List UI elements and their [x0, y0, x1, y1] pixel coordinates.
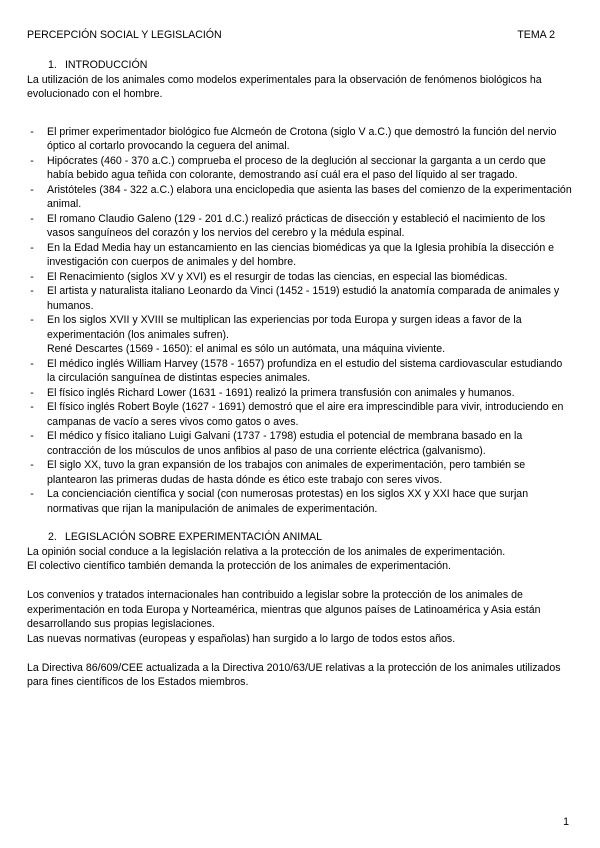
- dash-bullet: -: [30, 357, 34, 370]
- page-number: 1: [563, 816, 569, 828]
- dash-bullet: -: [30, 125, 34, 138]
- section-2-paragraph: La Directiva 86/609/CEE actualizada a la Directiva 2010/63/UE relativas a la protección de los animales utilizados para fines científicos de los Estados miembros.: [27, 661, 561, 688]
- dash-bullet: -: [30, 401, 34, 413]
- paragraph-gap: [27, 646, 572, 661]
- list-item: [27, 154, 572, 183]
- section-2-number: 2.: [48, 531, 57, 543]
- section-2-heading: [27, 530, 572, 545]
- dash-bullet: -: [30, 154, 34, 167]
- list-item-text: El médico inglés William Harvey (1578 - 1657) profundiza en el estudio del sistema cardiovascular estudiando la circulación sanguínea de distintas especies animales.: [47, 357, 563, 384]
- dash-bullet: -: [30, 183, 34, 196]
- list-item-text: El romano Claudio Galeno (129 - 201 d.C.) realizó prácticas de disección y estableció el nacimiento de los vasos sanguíneos del corazón y los nervios del cerebro y la médula espinal.: [47, 212, 546, 239]
- list-item: [27, 357, 572, 386]
- list-item: [27, 458, 572, 487]
- page-header: [27, 28, 555, 43]
- list-item-text: El artista y naturalista italiano Leonardo da Vinci (1452 - 1519) estudió la anatomía comparada de animales y humanos.: [47, 285, 560, 312]
- list-item-text: Hipócrates (460 - 370 a.C.) comprueba el proceso de la deglución al seccionar la garganta a un cerdo que había bebido agua teñida con colorante, demostrando así cuál era el paso del líquido al ser tragado.: [47, 154, 546, 181]
- history-list: [27, 125, 572, 517]
- section-2-paragraph: Las nuevas normativas (europeas y españolas) han surgido a lo largo de todos estos años.: [27, 632, 456, 645]
- section-1-heading: [27, 58, 572, 73]
- section-1-number: 1.: [48, 59, 57, 71]
- section-2-title: LEGISLACIÓN SOBRE EXPERIMENTACIÓN ANIMAL: [64, 531, 323, 543]
- list-item: [27, 183, 572, 212]
- paragraph-gap: [27, 574, 572, 589]
- dash-bullet: -: [30, 285, 34, 297]
- list-item-text: El primer experimentador biológico fue Alcmeón de Crotona (siglo V a.C.) que demostró la función del nervio óptico al cortarlo provocando la ceguera del animal.: [47, 125, 557, 152]
- list-item-text: En los siglos XVII y XVIII se multiplican las experiencias por toda Europa y surgen ideas a favor de la experimentación (los animales sufren).: [47, 314, 522, 341]
- list-item-text: Aristóteles (384 - 322 a.C.) elabora una enciclopedia que asienta las bases del comienzo de la experimentación animal.: [47, 183, 572, 210]
- list-item-text: El médico y físico italiano Luigi Galvani (1737 - 1798) estudia el potencial de membrana basado en la contracción de los músculos de unos anfibios al paso de una corriente eléctrica (galvanismo).: [47, 430, 523, 457]
- header-tema: TEMA 2: [517, 29, 555, 41]
- list-item: [27, 400, 572, 429]
- dash-bullet: -: [30, 386, 34, 399]
- list-item-text: El físico inglés Richard Lower (1631 - 1691) realizó la primera transfusión con animales y humanos.: [47, 386, 515, 399]
- section-2-paragraph: Los convenios y tratados internacionales han contribuido a legislar sobre la protección de los animales de experimentación en toda Europa y Norteamérica, mientras que algunos países de Latinoamérica y Asia están desarrollando sus propias legislaciones.: [27, 589, 541, 630]
- list-item: [27, 487, 572, 516]
- list-item-text: El físico inglés Robert Boyle (1627 - 1691) demostró que el aire era imprescindible para vivir, introduciendo en campanas de vacío a seres vivos como gatos o aves.: [47, 401, 564, 428]
- list-item: [27, 125, 572, 154]
- dash-bullet: -: [30, 241, 34, 254]
- list-item-text: En la Edad Media hay un estancamiento en las ciencias biomédicas ya que la Iglesia prohibía la disección e investigación con cuerpos de animales y del hombre.: [47, 241, 555, 268]
- list-item: [27, 386, 572, 401]
- list-item: [27, 429, 572, 458]
- list-item: [27, 241, 572, 270]
- section-2-paragraph: El colectivo científico también demanda la protección de los animales de experimentación.: [27, 560, 451, 572]
- section-1-title: INTRODUCCIÓN: [64, 59, 148, 71]
- list-item: [27, 212, 572, 241]
- list-item: [27, 313, 572, 357]
- list-item: [27, 270, 572, 285]
- dash-bullet: -: [30, 212, 34, 225]
- list-item: [27, 284, 572, 313]
- list-item-text: El Renacimiento (siglos XV y XVI) es el resurgir de todas las ciencias, en especial las biomédicas.: [47, 270, 508, 283]
- section-2-paragraph: La opinión social conduce a la legislación relativa a la protección de los animales de experimentación.: [27, 545, 506, 558]
- dash-bullet: -: [30, 314, 34, 326]
- section-1-intro: La utilización de los animales como modelos experimentales para la observación de fenómenos biológicos ha evolucionado con el hombre.: [27, 73, 542, 100]
- descartes-note: René Descartes (1569 - 1650): el animal es sólo un autómata, una máquina viviente.: [47, 343, 446, 355]
- document-body: [27, 58, 572, 690]
- dash-bullet: -: [30, 459, 34, 471]
- dash-bullet: -: [30, 488, 34, 500]
- list-item-text: La concienciación científica y social (con numerosas protestas) en los siglos XX y XXI hace que surjan normativas que rijan la manipulación de animales de experimentación.: [47, 488, 529, 515]
- list-item-text: El siglo XX, tuvo la gran expansión de los trabajos con animales de experimentación, pero también se plantearon las primeras dudas de hasta dónde es ético este trabajo con seres vivos.: [47, 459, 526, 486]
- header-title: PERCEPCIÓN SOCIAL Y LEGISLACIÓN: [27, 29, 222, 41]
- dash-bullet: -: [30, 270, 34, 283]
- dash-bullet: -: [30, 430, 34, 442]
